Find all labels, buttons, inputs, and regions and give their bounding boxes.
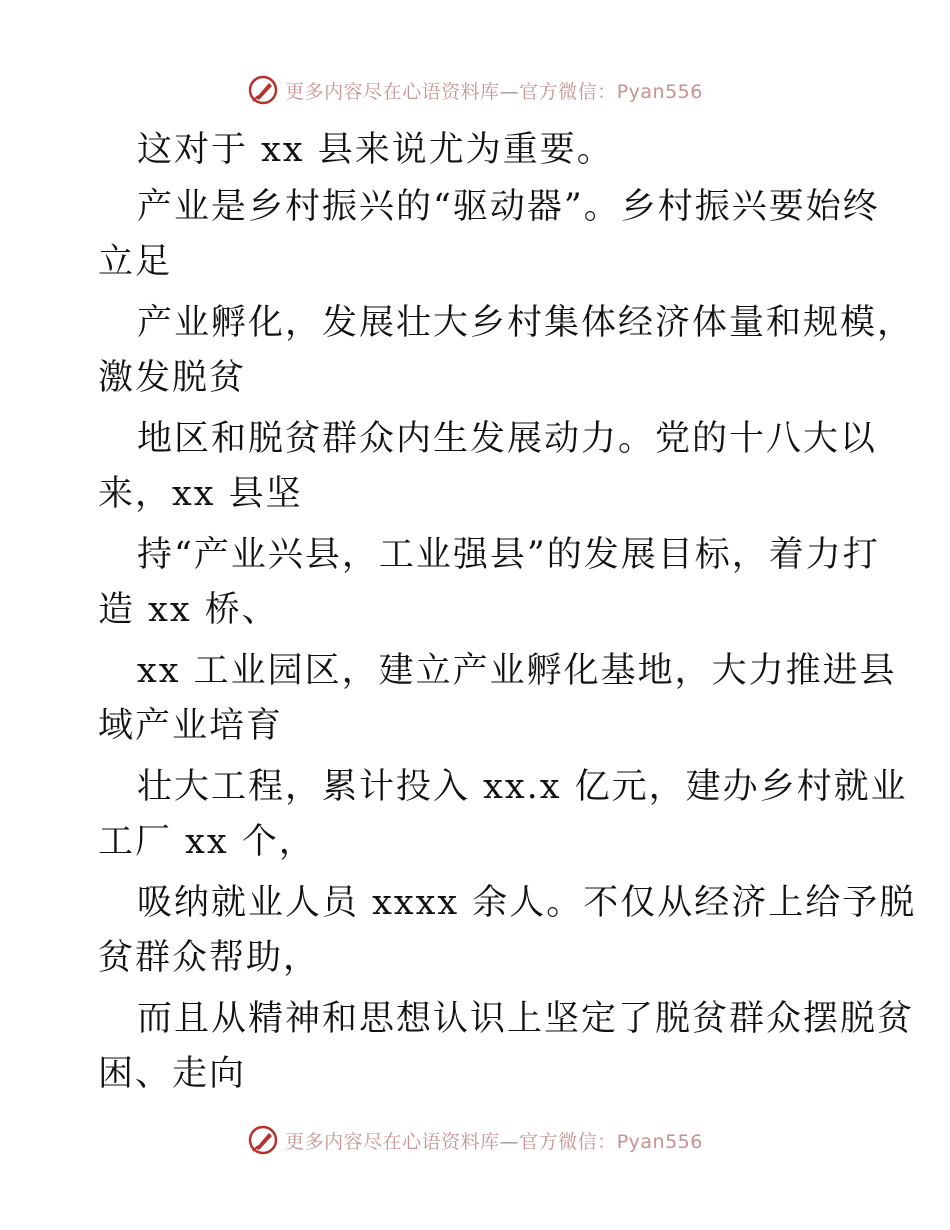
- banner-text: [285, 77, 703, 104]
- header-banner: [0, 70, 950, 110]
- paragraph-line: 贫群众帮助，: [98, 938, 321, 978]
- banner-separator: —: [499, 1130, 520, 1153]
- paragraph-line: 立足: [98, 242, 173, 282]
- paragraph-line: 工厂 xx 个，: [98, 822, 316, 862]
- paragraph-line: 困、走向: [98, 1054, 247, 1094]
- paragraph-line: 这对于 xx 县来说尤为重要。: [137, 130, 614, 170]
- banner-wechat-label: 官方微信：: [519, 80, 617, 103]
- paragraph-line: 持“产业兴县，工业强县”的发展目标，着力打: [137, 535, 880, 575]
- quill-logo-icon: [247, 1124, 279, 1156]
- banner-text: [285, 1127, 703, 1154]
- paragraph-line: 吸纳就业人员 xxxx 余人。不仅从经济上给予脱: [137, 883, 917, 923]
- footer-banner: [0, 1120, 950, 1160]
- paragraph-line: 产业孵化，发展壮大乡村集体经济体量和规模，: [137, 303, 915, 343]
- banner-separator: —: [499, 80, 520, 103]
- banner-wechat-id: Pyan556: [616, 80, 703, 103]
- paragraph-line: 造 xx 桥、: [98, 590, 279, 630]
- paragraph-line: 激发脱贫: [98, 358, 247, 398]
- banner-wechat-id: Pyan556: [616, 1130, 703, 1153]
- paragraph-line: 壮大工程，累计投入 xx.x 亿元，建办乡村就业: [137, 767, 908, 807]
- banner-wechat-label: 官方微信：: [519, 1130, 617, 1153]
- paragraph-line: 来，xx 县坚: [98, 474, 303, 514]
- paragraph-line: 而且从精神和思想认识上坚定了脱贫群众摆脱贫: [137, 999, 915, 1039]
- quill-logo-icon: [247, 74, 279, 106]
- paragraph-line: 地区和脱贫群众内生发展动力。党的十八大以: [137, 419, 878, 459]
- paragraph-line: 产业是乡村振兴的“驱动器”。乡村振兴要始终: [137, 187, 880, 227]
- paragraph-line: xx 工业园区，建立产业孵化基地，大力推进县: [137, 651, 897, 691]
- paragraph-line: 域产业培育: [98, 706, 284, 746]
- banner-main-text: 更多内容尽在心语资料库: [285, 1130, 500, 1153]
- banner-main-text: 更多内容尽在心语资料库: [285, 80, 500, 103]
